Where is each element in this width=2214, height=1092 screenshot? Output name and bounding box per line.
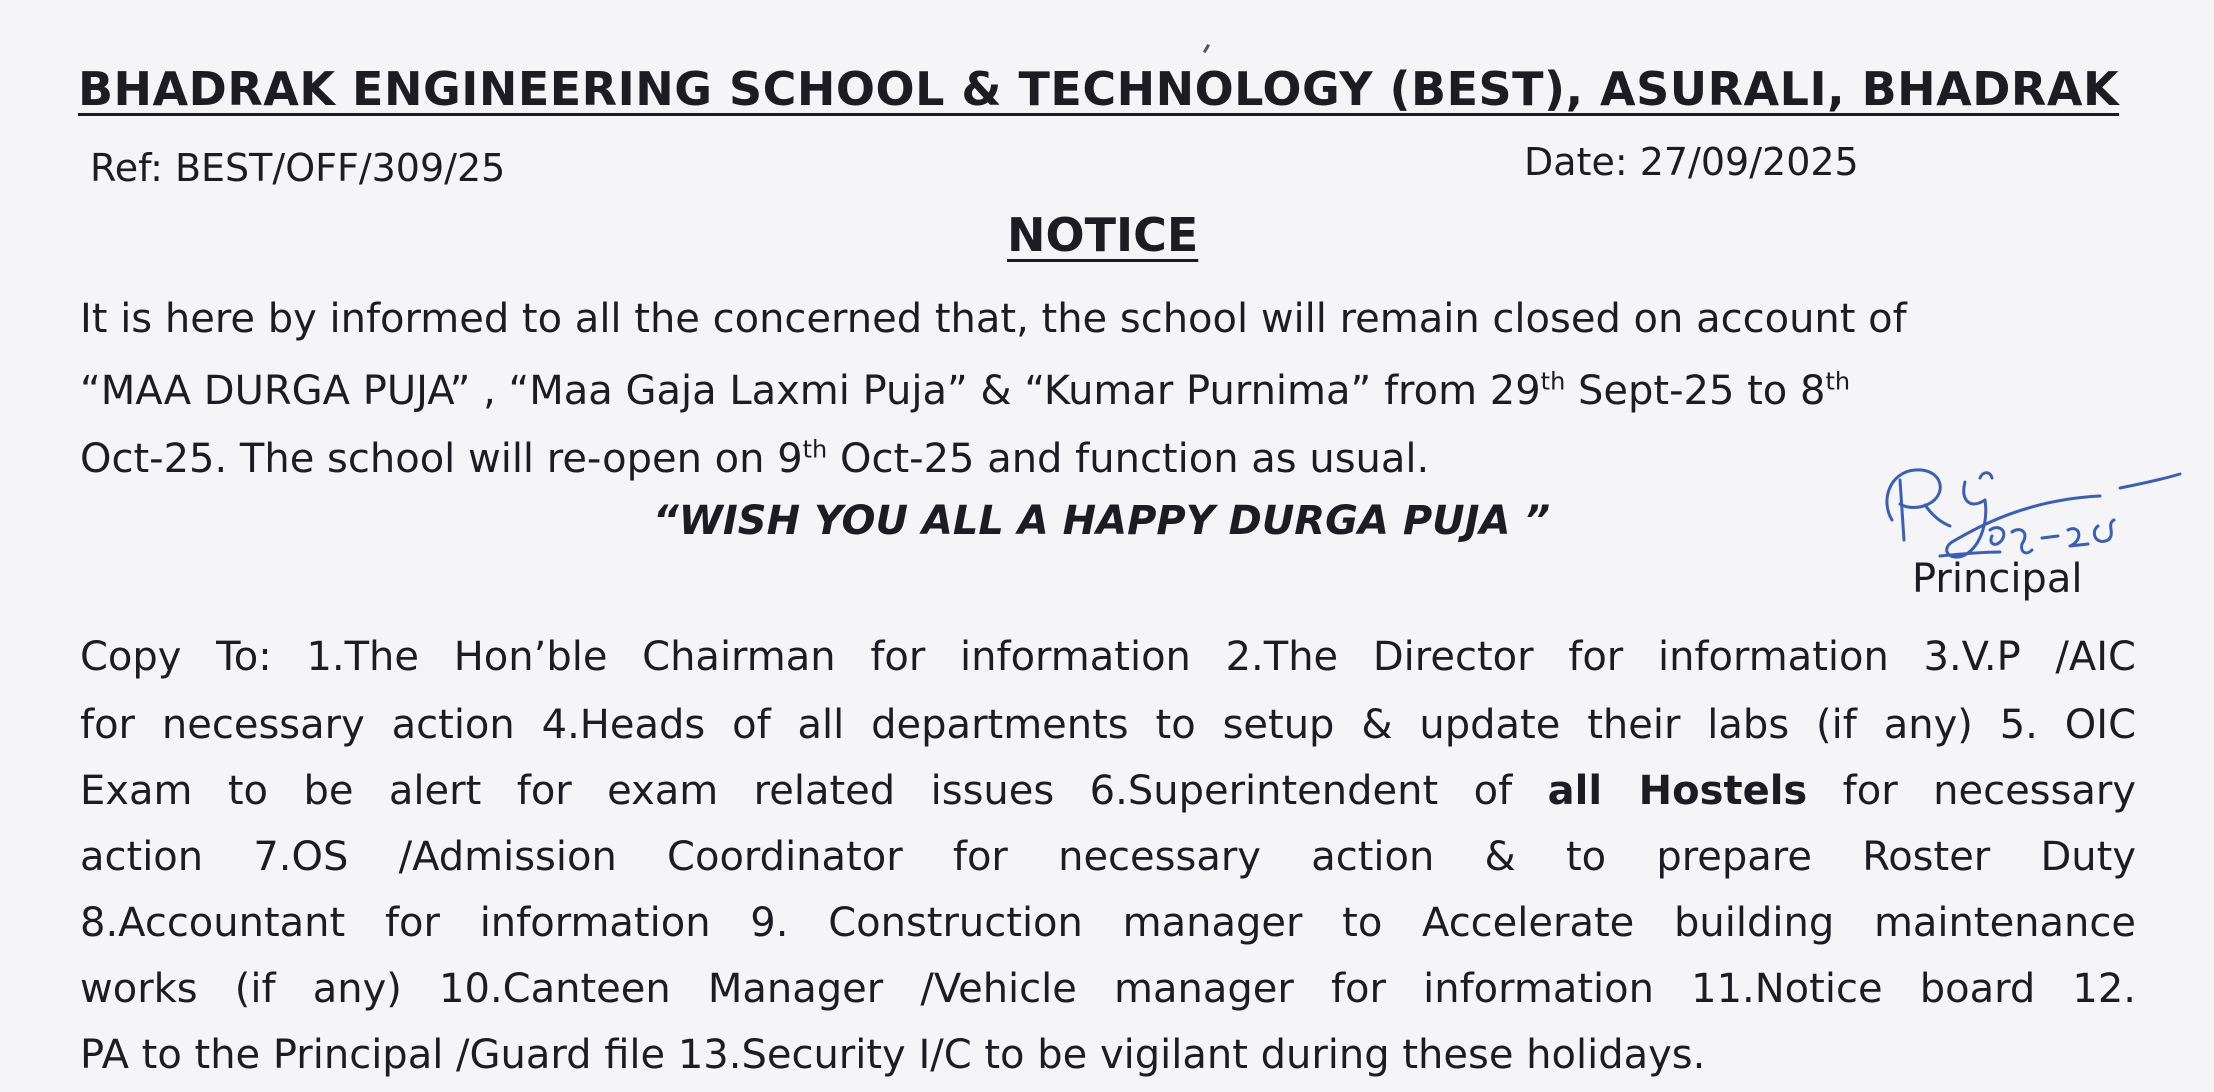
notice-body-line-1: It is here by informed to all the concerned that, the school will remain closed on account of <box>80 296 1907 342</box>
reopen-text: Oct-25. The school will re-open on 9 <box>80 436 803 482</box>
notice-date: Date: 27/09/2025 <box>1524 140 1859 184</box>
closing-range: Sept-25 to 8 <box>1565 368 1826 414</box>
copy-to-line-5: 8.Accountant for information 9. Construction manager to Accelerate building maintenance <box>80 900 2136 946</box>
reopen-date: Oct-25 and function as usual. <box>827 436 1430 482</box>
festival-names: “MAA DURGA PUJA” , “Maa Gaja Laxmi Puja” & “Kumar Purnima” from 29 <box>80 368 1541 414</box>
copy-to-line-1: Copy To: 1.The Hon’ble Chairman for information 2.The Director for information 3.V.P /AIC <box>80 634 2136 680</box>
copy-to-line-3 <box>80 768 2136 814</box>
copy-to-text: Exam to be alert for exam related issues 6.Superintendent of <box>80 768 1548 814</box>
notice-heading: NOTICE <box>1007 208 1199 262</box>
copy-to-line-7: PA to the Principal /Guard file 13.Security I/C to be vigilant during these holidays. <box>80 1032 1706 1078</box>
notice-body-line-3 <box>80 436 1429 482</box>
ink-speck <box>1203 44 1210 53</box>
hostels-emphasis: all Hostels <box>1547 768 1808 814</box>
reference-number: Ref: BEST/OFF/309/25 <box>90 146 506 190</box>
copy-to-text: for necessary <box>1807 768 2136 814</box>
notice-body-line-2 <box>80 368 1850 414</box>
greeting-wish: “WISH YOU ALL A HAPPY DURGA PUJA ” <box>653 498 1551 544</box>
principal-designation: Principal <box>1912 556 2083 602</box>
institution-title: BHADRAK ENGINEERING SCHOOL & TECHNOLOGY (BEST), ASURALI, BHADRAK <box>78 62 2120 116</box>
copy-to-line-4: action 7.OS /Admission Coordinator for necessary action & to prepare Roster Duty <box>80 834 2136 880</box>
copy-to-line-2: for necessary action 4.Heads of all departments to setup & update their labs (if any) 5. OIC <box>80 702 2136 748</box>
copy-to-line-6: works (if any) 10.Canteen Manager /Vehicle manager for information 11.Notice board 12. <box>80 966 2136 1012</box>
ordinal-suffix: th <box>1825 367 1851 396</box>
ordinal-suffix: th <box>1540 367 1566 396</box>
ordinal-suffix: th <box>802 435 828 464</box>
